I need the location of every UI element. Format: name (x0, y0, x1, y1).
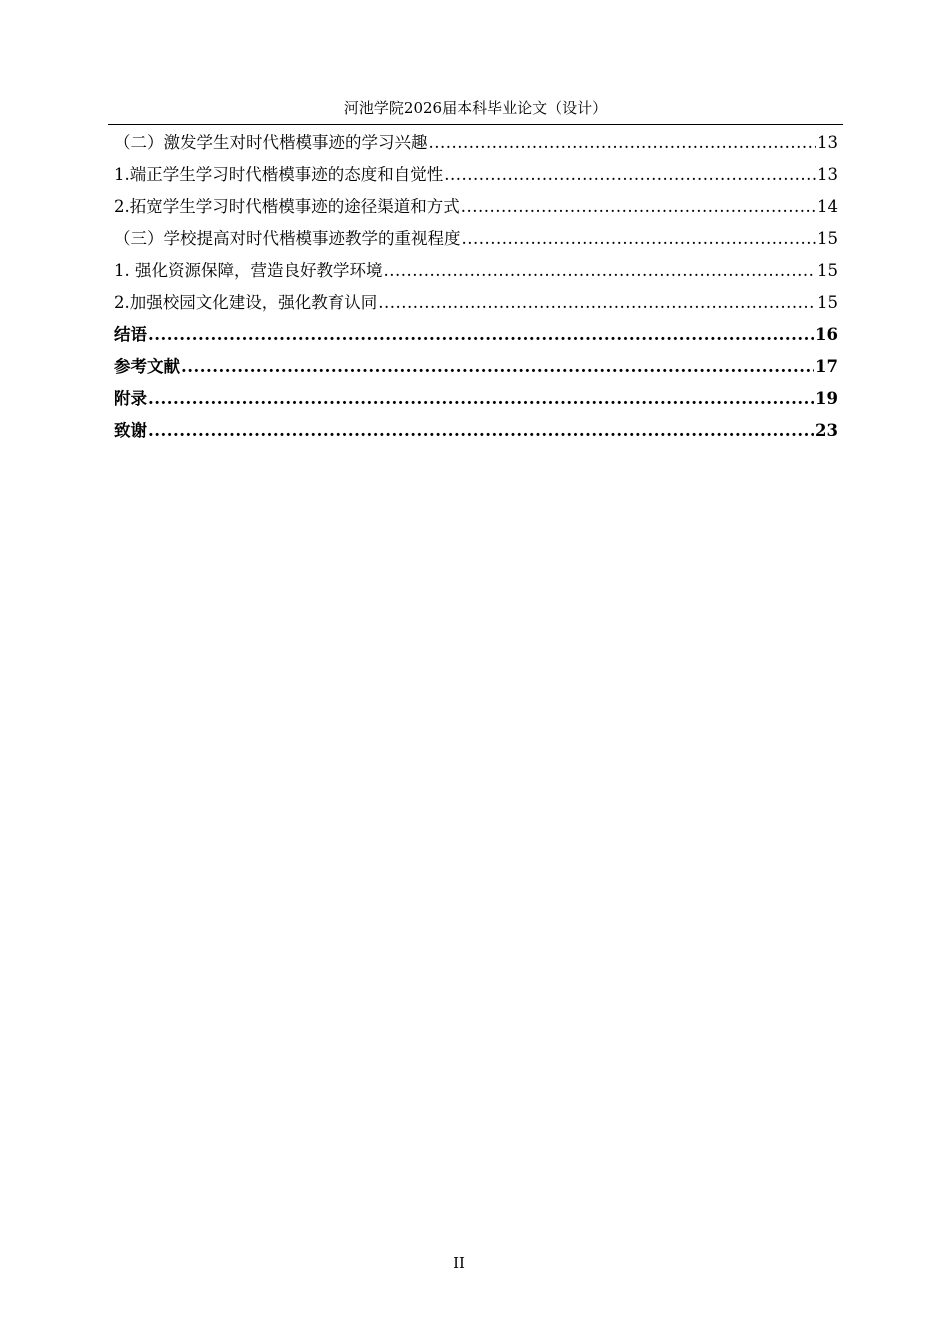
toc-entry[interactable] (114, 354, 838, 386)
toc-entry[interactable] (114, 290, 838, 322)
toc-entry[interactable] (114, 130, 838, 162)
toc-entry-title: 1. 强化资源保障，营造良好教学环境 (114, 261, 383, 280)
toc-entry-page: 15 (817, 229, 838, 248)
toc-entry[interactable] (114, 322, 838, 354)
toc-entry-title: （三）学校提高对时代楷模事迹教学的重视程度 (114, 229, 461, 248)
toc-entry-title: 附录 (114, 389, 147, 408)
toc-entry[interactable] (114, 226, 838, 258)
toc-entry-page: 15 (817, 261, 838, 280)
toc-entry-title: 2.拓宽学生学习时代楷模事迹的途径渠道和方式 (114, 197, 460, 216)
toc-dot-leader (429, 130, 817, 156)
table-of-contents (114, 130, 838, 450)
toc-entry[interactable] (114, 418, 838, 450)
toc-entry-title: 2.加强校园文化建设，强化教育认同 (114, 293, 378, 312)
toc-dot-leader (148, 322, 814, 348)
toc-entry-page: 19 (815, 389, 838, 408)
toc-dot-leader (462, 226, 817, 252)
page-header (108, 96, 843, 125)
toc-entry-page: 13 (817, 165, 838, 184)
toc-entry-page: 13 (817, 133, 838, 152)
toc-dot-leader (181, 354, 814, 380)
toc-dot-leader (148, 386, 814, 412)
toc-entry-page: 17 (815, 357, 838, 376)
toc-entry-page: 14 (817, 197, 838, 216)
toc-entry[interactable] (114, 194, 838, 226)
toc-entry[interactable] (114, 386, 838, 418)
toc-entry-title: 1.端正学生学习时代楷模事迹的态度和自觉性 (114, 165, 444, 184)
toc-entry-title: （二）激发学生对时代楷模事迹的学习兴趣 (114, 133, 428, 152)
toc-entry-page: 16 (815, 325, 838, 344)
toc-entry-title: 致谢 (114, 421, 147, 440)
toc-entry-page: 23 (815, 421, 838, 440)
toc-dot-leader (461, 194, 816, 220)
toc-dot-leader (444, 162, 816, 188)
toc-entry-title: 结语 (114, 325, 147, 344)
toc-entry-title: 参考文献 (114, 357, 180, 376)
toc-dot-leader (148, 418, 814, 444)
toc-entry[interactable] (114, 258, 838, 290)
header-title: 河池学院2026届本科毕业论文（设计） (343, 99, 608, 117)
toc-entry-page: 15 (817, 293, 838, 312)
toc-entry[interactable] (114, 162, 838, 194)
toc-dot-leader (384, 258, 817, 284)
page-number: II (453, 1254, 465, 1272)
toc-dot-leader (378, 290, 816, 316)
